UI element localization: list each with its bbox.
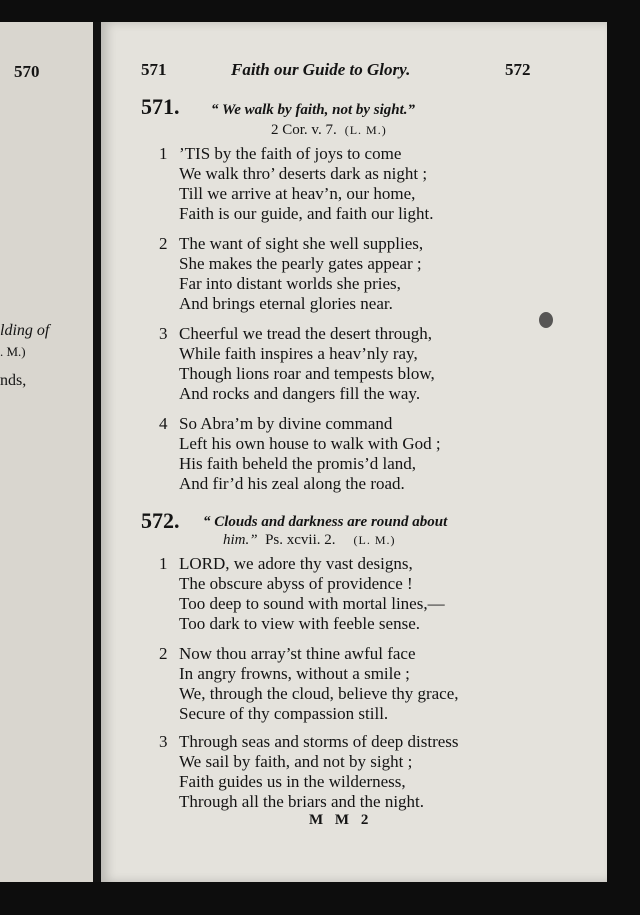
- scripture-reference: him.” Ps. xcvii. 2. (L. M.): [223, 532, 396, 548]
- verse-line: His faith beheld the promis’d land,: [179, 454, 417, 473]
- verse-line: And rocks and dangers fill the way.: [179, 384, 421, 403]
- verse-line: And brings eternal glories near.: [179, 294, 393, 313]
- left-page: [0, 22, 93, 882]
- right-page: [101, 22, 607, 882]
- meter: (L. M.): [344, 123, 387, 137]
- scripture-reference: 2 Cor. v. 7. (L. M.): [271, 122, 387, 138]
- verse-line: The want of sight she well supplies,: [179, 234, 424, 253]
- left-page-fragment: . M.): [0, 344, 26, 359]
- verse-line: And fir’d his zeal along the road.: [179, 474, 405, 493]
- printer-signature: M M 2: [309, 812, 373, 828]
- verse-line: We walk thro’ deserts dark as night ;: [179, 164, 428, 183]
- verse-line: Cheerful we tread the desert through,: [179, 324, 433, 343]
- verse-line: Too deep to sound with mortal lines,—: [179, 594, 445, 613]
- verse-line: We sail by faith, and not by sight ;: [179, 752, 413, 771]
- left-page-number: 570: [14, 62, 40, 81]
- verse-line: We, through the cloud, believe thy grace,: [179, 684, 459, 703]
- verse-line: LORD, we adore thy vast designs,: [179, 554, 413, 573]
- hymn-epigraph: “ We walk by faith, not by sight.”: [211, 102, 416, 118]
- verse-line: Through seas and storms of deep distress: [179, 732, 459, 751]
- left-page-fragment: nds,: [0, 372, 27, 389]
- verse-line: The obscure abyss of providence !: [179, 574, 413, 593]
- verse-line: In angry frowns, without a smile ;: [179, 664, 410, 683]
- verse-line: ’TIS by the faith of joys to come: [179, 144, 402, 163]
- hymn-number: 571.: [141, 94, 180, 119]
- running-header: [101, 60, 607, 88]
- verse-line: Now thou array’st thine awful face: [179, 644, 416, 663]
- book-gutter: [93, 22, 101, 882]
- verse-number: 1: [159, 144, 168, 163]
- meter: (L. M.): [353, 533, 396, 547]
- verse-number: 3: [159, 324, 168, 343]
- verse-line: Faith guides us in the wilderness,: [179, 772, 406, 791]
- hymn-number: 572.: [141, 508, 180, 533]
- hymn-epigraph: “ Clouds and darkness are round about: [203, 514, 448, 530]
- verse-line: Secure of thy compassion still.: [179, 704, 389, 723]
- verse-number: 2: [159, 644, 168, 663]
- ink-smudge: [539, 312, 553, 328]
- verse-number: 1: [159, 554, 168, 573]
- verse-line: Till we arrive at heav’n, our home,: [179, 184, 416, 203]
- header-hymn-start: 571: [141, 60, 167, 79]
- verse-line: Far into distant worlds she pries,: [179, 274, 401, 293]
- left-page-fragment: lding of: [0, 322, 50, 339]
- verse-number: 2: [159, 234, 168, 253]
- verse-line: So Abra’m by divine command: [179, 414, 393, 433]
- verse-line: Left his own house to walk with God ;: [179, 434, 441, 453]
- verse-line: Faith is our guide, and faith our light.: [179, 204, 434, 223]
- verse-number: 3: [159, 732, 168, 751]
- verse-number: 4: [159, 414, 168, 433]
- hymn-epigraph-end: him.”: [223, 532, 258, 548]
- header-title: Faith our Guide to Glory.: [231, 60, 411, 79]
- verse-line: Though lions roar and tempests blow,: [179, 364, 435, 383]
- verse-line: Through all the briars and the night.: [179, 792, 425, 811]
- verse-line: Too dark to view with feeble sense.: [179, 614, 420, 633]
- header-hymn-end: 572: [505, 60, 531, 79]
- verse-line: She makes the pearly gates appear ;: [179, 254, 422, 273]
- verse-line: While faith inspires a heav’nly ray,: [179, 344, 418, 363]
